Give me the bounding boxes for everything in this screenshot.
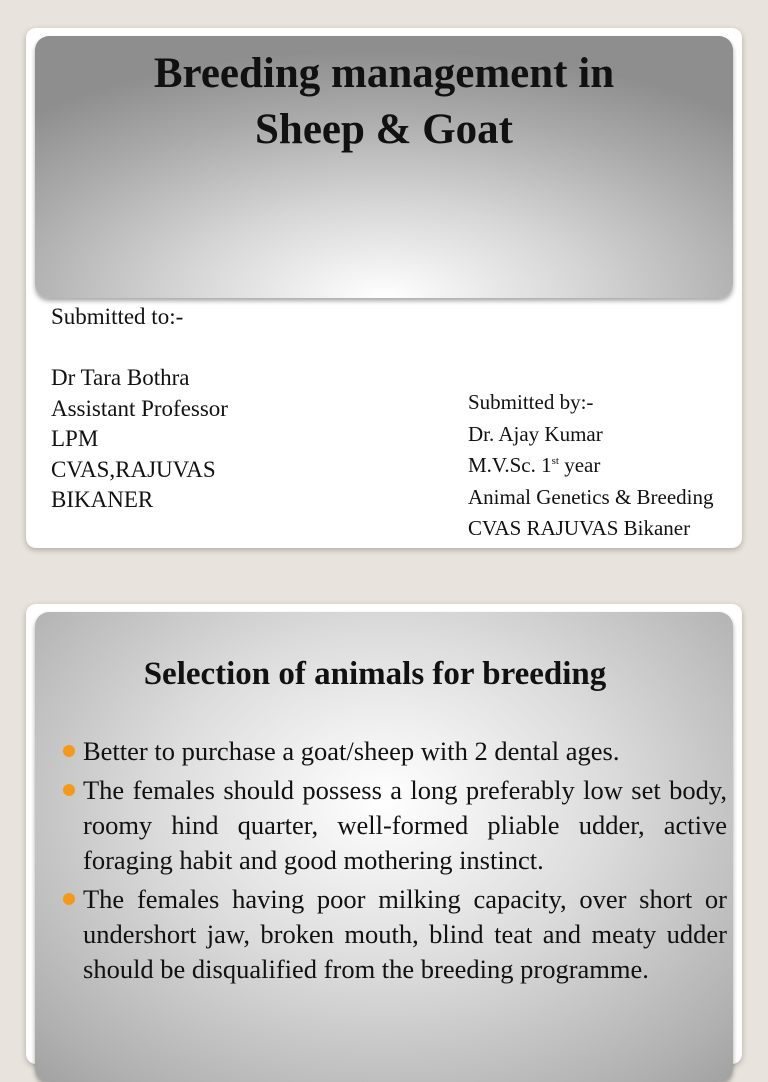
course-name: M.V.Sc. 1 [468, 453, 552, 477]
submitted-by-heading: Submitted by:- [468, 390, 594, 414]
bullet-item [59, 773, 727, 878]
submitted-by-name: Dr. Ajay Kumar [468, 421, 603, 446]
bullet-item [59, 882, 727, 987]
title-line-2: Sheep & Goat [255, 106, 513, 153]
submitted-to-city: BIKANER [51, 487, 154, 512]
bullet-dot-icon [63, 893, 75, 905]
bullet-list [59, 734, 727, 991]
submitted-to-institution: CVAS,RAJUVAS [51, 456, 216, 482]
bullet-text: The females having poor milking capacity, over short or undershort jaw, broken mouth, blind teat and meaty udder should be disqualified from the breeding programme. [83, 884, 727, 984]
title-line-1: Breeding management in [153, 50, 615, 97]
bullet-text: Better to purchase a goat/sheep with 2 dental ages. [83, 736, 620, 766]
submitted-by-department: Animal Genetics & Breeding [468, 484, 714, 509]
section-title: Selection of animals for breeding [143, 656, 607, 692]
content-panel [35, 612, 733, 1082]
course-ordinal: st [551, 455, 559, 467]
submitted-by-institution: CVAS RAJUVAS Bikaner [468, 516, 691, 540]
title-panel [35, 36, 733, 298]
presentation-title [35, 46, 733, 158]
content-slide [26, 604, 742, 1064]
submitted-by-block [468, 387, 714, 545]
submitted-by-course [468, 450, 714, 482]
submitted-to-designation: Assistant Professor [51, 395, 228, 421]
submitted-to-department: LPM [51, 426, 99, 451]
submitted-to-heading: Submitted to:- [51, 304, 184, 329]
bullet-dot-icon [63, 745, 75, 757]
title-slide [26, 28, 742, 548]
bullet-text: The females should possess a long preferably low set body, roomy hind quarter, well-formed pliable udder, active foraging habit and good mothering instinct. [83, 775, 727, 875]
course-year: year [558, 453, 601, 477]
bullet-item [59, 734, 727, 769]
submitted-to-name: Dr Tara Bothra [51, 365, 190, 390]
bullet-dot-icon [63, 784, 75, 796]
submitted-to-block [51, 302, 228, 516]
